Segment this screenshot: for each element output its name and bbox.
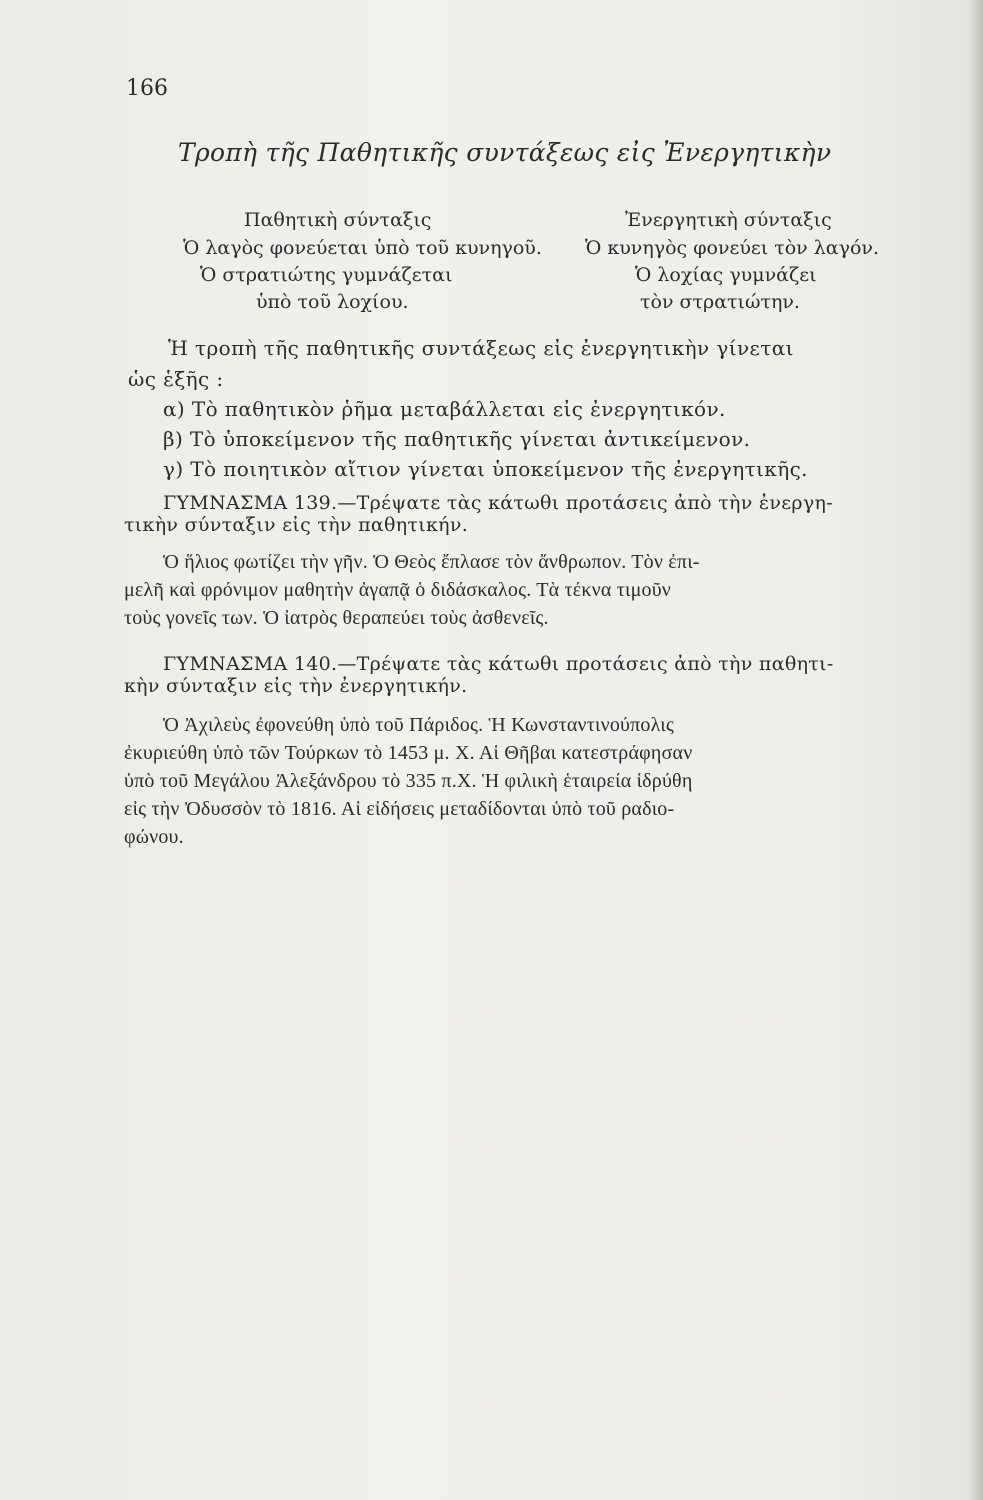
right-column-line: Ὁ λοχίας γυμνάζει (635, 264, 817, 286)
rule-item: α) Τὸ παθητικὸν ῥῆμα μεταβάλλεται εἰς ἐνεργητικόν. (163, 397, 726, 421)
right-column-line: τὸν στρατιώτην. (640, 291, 800, 313)
left-column-line: Ὁ στρατιώτης γυμνάζεται (200, 264, 453, 286)
exercise-139-sentence: Ὁ ἥλιος φωτίζει τὴν γῆν. Ὁ Θεὸς ἔπλασε τὸν ἄνθρωπον. Τὸν ἐπι- (163, 551, 700, 573)
exercise-139-sentence: μελῆ καὶ φρόνιμον μαθητὴν ἀγαπᾷ ὁ διδάσκαλος. Τὰ τέκνα τιμοῦν (124, 579, 672, 601)
exercise-139-sentence: τοὺς γονεῖς των. Ὁ ἰατρὸς θεραπεύει τοὺς ἀσθενεῖς. (124, 607, 549, 629)
page-title: Τροπὴ τῆς Παθητικῆς συντάξεως εἰς Ἐνεργητικὴν (178, 138, 832, 167)
page-edge-shadow (969, 0, 983, 1500)
right-column-line: Ὁ κυνηγὸς φονεύει τὸν λαγόν. (585, 237, 880, 259)
left-column-line: ὑπὸ τοῦ λοχίου. (256, 291, 409, 313)
exercise-140-sentence: φώνου. (124, 826, 184, 848)
exercise-140-sentence: Ὁ Ἀχιλεὺς ἐφονεύθη ὑπὸ τοῦ Πάριδος. Ἡ Κωνσταντινούπολις (163, 714, 674, 736)
left-column-line: Ὁ λαγὸς φονεύεται ὑπὸ τοῦ κυνηγοῦ. (183, 237, 542, 259)
exercise-139-heading: τικὴν σύνταξιν εἰς τὴν παθητικήν. (124, 514, 469, 536)
right-column-header: Ἐνεργητικὴ σύνταξις (625, 209, 832, 231)
exercise-140-sentence: ἐκυριεύθη ὑπὸ τῶν Τούρκων τὸ 1453 μ. Χ. Αἱ Θῆβαι κατεστράφησαν (124, 742, 693, 764)
exercise-140-sentence: εἰς τὴν Ὀδυσσὸν τὸ 1816. Αἱ εἰδήσεις μεταδίδονται ὑπὸ τοῦ ραδιο- (124, 798, 675, 820)
rule-item: γ) Τὸ ποιητικὸν αἴτιον γίνεται ὑποκείμενον τῆς ἐνεργητικῆς. (163, 457, 808, 481)
page-number: 166 (126, 76, 168, 101)
exercise-139-heading: ΓΥΜΝΑΣΜΑ 139.—Τρέψατε τὰς κάτωθι προτάσεις ἀπὸ τὴν ἐνεργη- (163, 492, 833, 514)
exercise-140-heading: κὴν σύνταξιν εἰς τὴν ἐνεργητικήν. (124, 675, 468, 697)
exercise-140-heading: ΓΥΜΝΑΣΜΑ 140.—Τρέψατε τὰς κάτωθι προτάσεις ἀπὸ τὴν παθητι- (163, 653, 834, 675)
rule-intro-line: Ἡ τροπὴ τῆς παθητικῆς συντάξεως εἰς ἐνεργητικὴν γίνεται (168, 336, 794, 360)
rule-item: β) Τὸ ὑποκείμενον τῆς παθητικῆς γίνεται ἀντικείμενον. (163, 427, 751, 451)
left-column-header: Παθητικὴ σύνταξις (244, 209, 432, 231)
exercise-140-sentence: ὑπὸ τοῦ Μεγάλου Ἀλεξάνδρου τὸ 335 π.Χ. Ἡ φιλικὴ ἑταιρεία ἱδρύθη (124, 770, 693, 792)
rule-intro-line: ὡς ἑξῆς : (128, 367, 224, 391)
